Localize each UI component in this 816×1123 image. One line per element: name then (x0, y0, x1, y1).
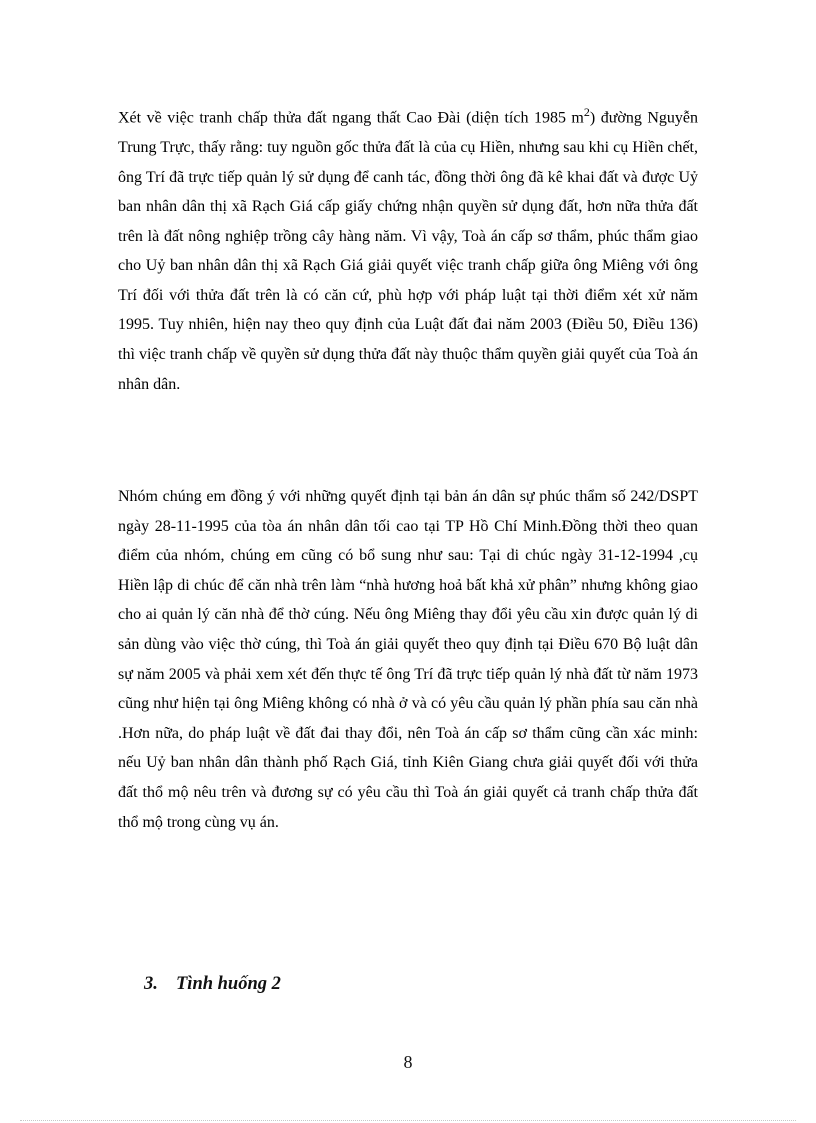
paragraph-1-superscript: 2 (583, 105, 590, 119)
section-heading-number: 3. (144, 974, 158, 994)
paragraph-1-text-start: Xét về việc tranh chấp thửa đất ngang thất Cao Đài (diện tích 1985 m (118, 109, 584, 127)
page-bottom-divider (20, 1120, 796, 1121)
paragraph-group-opinion: Nhóm chúng em đồng ý với những quyết định tại bản án dân sự phúc thẩm số 242/DSPT ngày 28-11-1995 của tòa án nhân dân tối cao tại TP Hồ Chí Minh.Đồng thời theo quan điểm của nhóm, chúng em cũng có bổ sung như sau: Tại di chúc ngày 31-12-1994 ,cụ Hiền lập di chúc để căn nhà trên làm “nhà hương hoả bất khả xử phân” nhưng không giao cho ai quản lý căn nhà để thờ cúng. Nếu ông Miêng thay đổi yêu cầu xin được quản lý di sản dùng vào việc thờ cúng, thì Toà án giải quyết theo quy định tại Điều 670 Bộ luật dân sự năm 2005 và phải xem xét đến thực tế ông Trí đã trực tiếp quản lý nhà đất từ năm 1973 cũng như hiện tại ông Miêng không có nhà ở và có yêu cầu quản lý phần phía sau căn nhà .Hơn nữa, do pháp luật về đất đai thay đổi, nên Toà án cấp sơ thẩm cũng cần xác minh: nếu Uỷ ban nhân dân thành phố Rạch Giá, tỉnh Kiên Giang chưa giải quyết đối với thửa đất thổ mộ nêu trên và đương sự có yêu cầu thì Toà án giải quyết cả tranh chấp thửa đất thổ mộ trong cùng vụ án. (118, 488, 698, 831)
paragraph-1-text-end: ) đường Nguyễn Trung Trực, thấy rằng: tuy nguồn gốc thửa đất là của cụ Hiền, nhưng sau khi cụ Hiền chết, ông Trí đã trực tiếp quản lý sử dụng để canh tác, đồng thời ông đã kê khai đất và được Uỷ ban nhân dân thị xã Rạch Giá cấp giấy chứng nhận quyền sử dụng đất, hơn nữa thửa đất trên là đất nông nghiệp trồng cây hàng năm. Vì vậy, Toà án cấp sơ thẩm, phúc thẩm giao cho Uỷ ban nhân dân thị xã Rạch Giá giải quyết việc tranh chấp giữa ông Miêng với ông Trí đối với thửa đất trên là có căn cứ, phù hợp với pháp luật tại thời điểm xét xử năm 1995. Tuy nhiên, hiện nay theo quy định của Luật đất đai năm 2003 (Điều 50, Điều 136) thì việc tranh chấp về quyền sử dụng thửa đất này thuộc thẩm quyền giải quyết của Toà án nhân dân. (118, 109, 698, 393)
page-number: 8 (403, 1052, 413, 1072)
section-heading-title: Tình huống 2 (176, 974, 281, 994)
section-heading (144, 974, 281, 995)
paragraph-land-dispute (118, 98, 698, 399)
